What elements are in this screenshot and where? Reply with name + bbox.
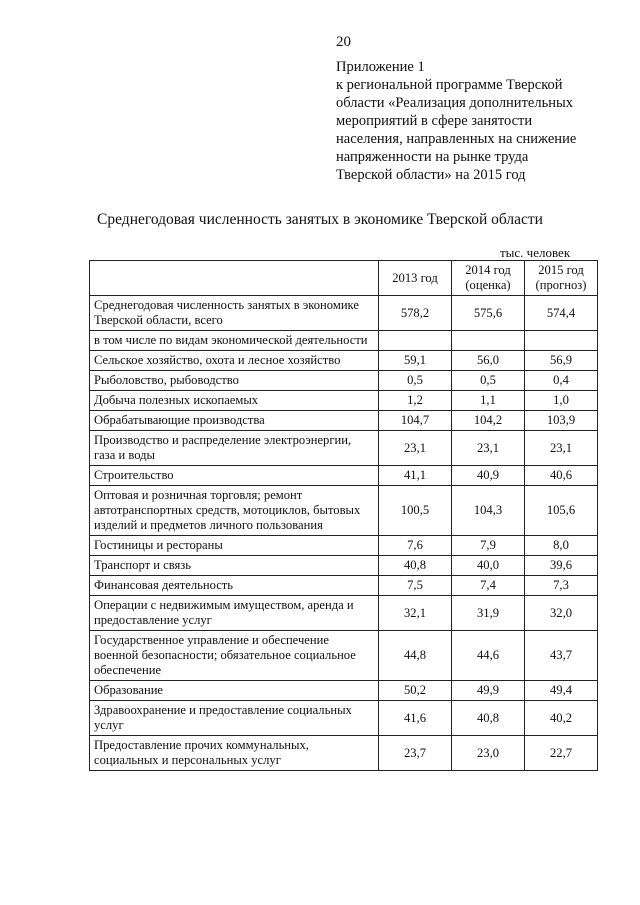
- value-2015: 8,0: [525, 536, 598, 556]
- value-2013: 40,8: [379, 556, 452, 576]
- header-2015: 2015 год (прогноз): [525, 261, 598, 296]
- value-2013: 1,2: [379, 391, 452, 411]
- table-row: [90, 296, 598, 331]
- appendix-line: области «Реализация дополнительных: [336, 95, 573, 111]
- table-row: [90, 556, 598, 576]
- row-label: Рыболовство, рыбоводство: [90, 371, 379, 391]
- appendix-line: к региональной программе Тверской: [336, 77, 563, 93]
- row-label: Транспорт и связь: [90, 556, 379, 576]
- row-label: Обрабатывающие производства: [90, 411, 379, 431]
- table-body: [90, 296, 598, 771]
- value-2013: 0,5: [379, 371, 452, 391]
- table-row: [90, 371, 598, 391]
- value-2015: 40,6: [525, 466, 598, 486]
- table-row: [90, 411, 598, 431]
- table-row: [90, 596, 598, 631]
- value-2013: 7,6: [379, 536, 452, 556]
- value-2015: 49,4: [525, 681, 598, 701]
- value-2014: 0,5: [452, 371, 525, 391]
- row-label: Операции с недвижимым имуществом, аренда и предоставление услуг: [90, 596, 379, 631]
- value-2015: 22,7: [525, 736, 598, 771]
- value-2013: 41,6: [379, 701, 452, 736]
- row-label: Гостиницы и рестораны: [90, 536, 379, 556]
- value-2014: 7,9: [452, 536, 525, 556]
- appendix-header: [336, 58, 616, 184]
- page-number: 20: [336, 34, 351, 50]
- row-label: Государственное управление и обеспечение военной безопасности; обязательное социальное обеспечение: [90, 631, 379, 681]
- value-2015: 23,1: [525, 431, 598, 466]
- value-2014: 104,3: [452, 486, 525, 536]
- value-2013: 50,2: [379, 681, 452, 701]
- value-2014: [452, 331, 525, 351]
- appendix-line: Тверской области» на 2015 год: [336, 167, 526, 183]
- value-2013: [379, 331, 452, 351]
- table-row: [90, 701, 598, 736]
- value-2015: [525, 331, 598, 351]
- row-label: в том числе по видам экономической деятельности: [90, 331, 379, 351]
- row-label: Добыча полезных ископаемых: [90, 391, 379, 411]
- value-2014: 1,1: [452, 391, 525, 411]
- value-2013: 23,1: [379, 431, 452, 466]
- value-2015: 103,9: [525, 411, 598, 431]
- row-label: Предоставление прочих коммунальных, социальных и персональных услуг: [90, 736, 379, 771]
- header-2014: 2014 год (оценка): [452, 261, 525, 296]
- header-label-cell: [90, 261, 379, 296]
- row-label: Сельское хозяйство, охота и лесное хозяйство: [90, 351, 379, 371]
- row-label: Оптовая и розничная торговля; ремонт автотранспортных средств, мотоциклов, бытовых изделий и предметов личного пользования: [90, 486, 379, 536]
- value-2015: 1,0: [525, 391, 598, 411]
- table-row: [90, 631, 598, 681]
- value-2015: 43,7: [525, 631, 598, 681]
- value-2013: 104,7: [379, 411, 452, 431]
- value-2015: 574,4: [525, 296, 598, 331]
- value-2013: 41,1: [379, 466, 452, 486]
- row-label: Здравоохранение и предоставление социальных услуг: [90, 701, 379, 736]
- value-2013: 578,2: [379, 296, 452, 331]
- table-row: [90, 431, 598, 466]
- table-row: [90, 681, 598, 701]
- row-label: Производство и распределение электроэнергии, газа и воды: [90, 431, 379, 466]
- value-2014: 7,4: [452, 576, 525, 596]
- row-label: Среднегодовая численность занятых в экономике Тверской области, всего: [90, 296, 379, 331]
- table-row: [90, 351, 598, 371]
- value-2015: 40,2: [525, 701, 598, 736]
- table-row: [90, 486, 598, 536]
- table-row: [90, 391, 598, 411]
- table-row: [90, 536, 598, 556]
- value-2015: 39,6: [525, 556, 598, 576]
- appendix-line: населения, направленных на снижение: [336, 131, 577, 147]
- value-2014: 575,6: [452, 296, 525, 331]
- value-2014: 40,8: [452, 701, 525, 736]
- row-label: Образование: [90, 681, 379, 701]
- value-2014: 104,2: [452, 411, 525, 431]
- employment-table: [89, 260, 598, 771]
- value-2015: 32,0: [525, 596, 598, 631]
- value-2014: 44,6: [452, 631, 525, 681]
- table-row: [90, 576, 598, 596]
- value-2013: 44,8: [379, 631, 452, 681]
- document-title: Среднегодовая численность занятых в экономике Тверской области: [97, 211, 543, 228]
- value-2015: 56,9: [525, 351, 598, 371]
- value-2015: 7,3: [525, 576, 598, 596]
- table-row: [90, 331, 598, 351]
- value-2013: 32,1: [379, 596, 452, 631]
- value-2014: 40,0: [452, 556, 525, 576]
- value-2013: 7,5: [379, 576, 452, 596]
- value-2013: 59,1: [379, 351, 452, 371]
- appendix-line: Приложение 1: [336, 59, 425, 75]
- table-header-row: [90, 261, 598, 296]
- value-2013: 100,5: [379, 486, 452, 536]
- value-2014: 49,9: [452, 681, 525, 701]
- table-row: [90, 466, 598, 486]
- units-label: тыс. человек: [500, 245, 571, 260]
- value-2014: 56,0: [452, 351, 525, 371]
- row-label: Финансовая деятельность: [90, 576, 379, 596]
- table-row: [90, 736, 598, 771]
- row-label: Строительство: [90, 466, 379, 486]
- value-2014: 23,0: [452, 736, 525, 771]
- value-2015: 0,4: [525, 371, 598, 391]
- value-2014: 31,9: [452, 596, 525, 631]
- value-2014: 40,9: [452, 466, 525, 486]
- value-2013: 23,7: [379, 736, 452, 771]
- value-2015: 105,6: [525, 486, 598, 536]
- value-2014: 23,1: [452, 431, 525, 466]
- header-2013: 2013 год: [379, 261, 452, 296]
- appendix-line: мероприятий в сфере занятости: [336, 113, 533, 129]
- appendix-line: напряженности на рынке труда: [336, 149, 529, 165]
